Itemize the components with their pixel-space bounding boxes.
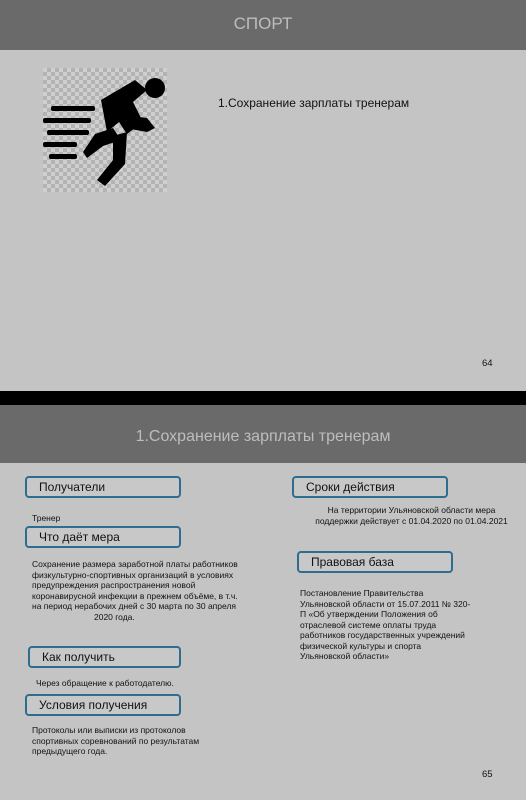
- page-number: 64: [482, 358, 493, 369]
- recipients-text: Тренер: [32, 513, 61, 523]
- page-number: 65: [482, 769, 493, 780]
- terms-label: Сроки действия: [292, 476, 448, 498]
- conditions-label: Условия получения: [25, 694, 181, 716]
- slide-64: [0, 0, 526, 391]
- slide-banner: СПОРТ: [0, 0, 526, 50]
- legal-text: Постановление Правительства Ульяновской области от 15.07.2011 № 320- П «Об утверждении Положения об отраслевой системе оплаты труда работников государственных учреждений физической культуры и спорта Ульяновской области»: [300, 588, 471, 661]
- how-text: Через обращение к работодателю.: [36, 678, 174, 688]
- gives-label: Что даёт мера: [25, 526, 181, 548]
- running-person-icon: [43, 68, 167, 192]
- gives-text: Сохранение размера заработной платы работников физкультурно-спортивных организаций в условиях предупреждения распространения новой коронавирусной инфекции в прежнем объёме, в т.ч. на период нерабочих дней с 30 марта по 30 апреля 2020 года.: [32, 559, 238, 622]
- conditions-text: Протоколы или выписки из протоколов спортивных соревнований по результатам предыдущего года.: [32, 725, 200, 756]
- recipients-label: Получатели: [25, 476, 181, 498]
- slide-65: [0, 405, 526, 800]
- terms-text: На территории Ульяновской области мера поддержки действует с 01.04.2020 по 01.04.2021: [315, 505, 508, 526]
- slide-title: 1.Сохранение зарплаты тренерам: [218, 96, 410, 110]
- slide-banner: 1.Сохранение зарплаты тренерам: [0, 405, 526, 463]
- legal-label: Правовая база: [297, 551, 453, 573]
- how-label: Как получить: [28, 646, 181, 668]
